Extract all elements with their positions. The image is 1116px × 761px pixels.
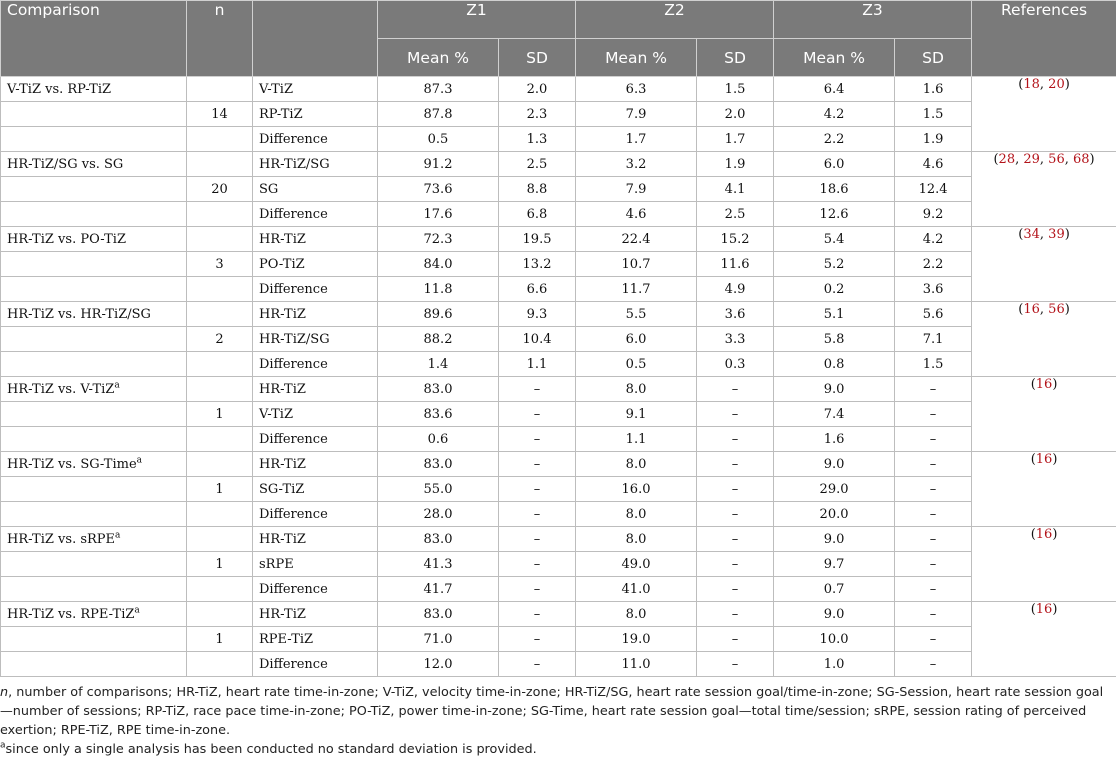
z3-mean-cell: 6.4 <box>774 77 895 102</box>
table-row <box>1 502 1116 527</box>
table-body <box>1 77 1116 677</box>
comparison-label: HR-TiZ vs. V-TiZ <box>7 381 115 397</box>
measure-cell: Difference <box>253 277 378 302</box>
z3-mean-cell: 7.4 <box>774 402 895 427</box>
comparison-label: HR-TiZ vs. sRPE <box>7 531 116 547</box>
measure-cell: RPE-TiZ <box>253 627 378 652</box>
n-cell <box>187 427 253 452</box>
table-row <box>1 577 1116 602</box>
abbreviation-footnote <box>0 683 1112 740</box>
z2-sd-cell: 15.2 <box>697 227 774 252</box>
z1-sd-cell: 19.5 <box>499 227 576 252</box>
z3-sd-cell: – <box>895 527 972 552</box>
z3-mean-cell: 4.2 <box>774 102 895 127</box>
z2-mean-cell: 41.0 <box>576 577 697 602</box>
footnote-a-superscript: a <box>134 605 140 616</box>
z2-sd-cell: – <box>697 602 774 627</box>
z1-mean-cell: 83.0 <box>378 527 499 552</box>
table-row <box>1 352 1116 377</box>
header-z3-sd: SD <box>895 39 972 77</box>
z3-mean-cell: 9.0 <box>774 527 895 552</box>
z2-mean-cell: 8.0 <box>576 377 697 402</box>
measure-cell: HR-TiZ/SG <box>253 152 378 177</box>
header-z1-sd: SD <box>499 39 576 77</box>
header-z3-mean: Mean % <box>774 39 895 77</box>
table-row <box>1 302 1116 327</box>
z2-mean-cell: 6.0 <box>576 327 697 352</box>
z1-sd-cell: – <box>499 602 576 627</box>
n-cell: 20 <box>187 177 253 202</box>
z3-mean-cell: 9.0 <box>774 452 895 477</box>
z1-sd-cell: 8.8 <box>499 177 576 202</box>
table-row <box>1 252 1116 277</box>
z2-mean-cell: 8.0 <box>576 527 697 552</box>
z3-sd-cell: – <box>895 502 972 527</box>
table-row <box>1 377 1116 402</box>
comparison-cell <box>1 202 187 227</box>
references-cell: (16) <box>972 602 1116 677</box>
comparison-cell <box>1 477 187 502</box>
comparison-cell <box>1 277 187 302</box>
z2-sd-cell: – <box>697 427 774 452</box>
table-row <box>1 77 1116 102</box>
n-cell <box>187 452 253 477</box>
comparison-cell <box>1 102 187 127</box>
z2-mean-cell: 11.0 <box>576 652 697 677</box>
measure-cell: SG-TiZ <box>253 477 378 502</box>
z3-sd-cell: 12.4 <box>895 177 972 202</box>
table-row <box>1 177 1116 202</box>
measure-cell: RP-TiZ <box>253 102 378 127</box>
z2-mean-cell: 16.0 <box>576 477 697 502</box>
references-cell: (28, 29, 56, 68) <box>972 152 1116 227</box>
measure-cell: Difference <box>253 202 378 227</box>
z2-sd-cell: – <box>697 452 774 477</box>
z1-sd-cell: 2.5 <box>499 152 576 177</box>
comparison-cell <box>1 402 187 427</box>
z3-mean-cell: 5.8 <box>774 327 895 352</box>
z2-mean-cell: 3.2 <box>576 152 697 177</box>
z2-sd-cell: – <box>697 577 774 602</box>
footnote-a-superscript: a <box>114 380 120 391</box>
z1-mean-cell: 0.6 <box>378 427 499 452</box>
z1-sd-cell: – <box>499 502 576 527</box>
z3-mean-cell: 0.2 <box>774 277 895 302</box>
z1-mean-cell: 41.3 <box>378 552 499 577</box>
z2-sd-cell: 0.3 <box>697 352 774 377</box>
footnote-a-text: since only a single analysis has been conducted no standard deviation is provided. <box>5 742 537 757</box>
z2-mean-cell: 11.7 <box>576 277 697 302</box>
comparison-cell <box>1 77 187 102</box>
z2-mean-cell: 6.3 <box>576 77 697 102</box>
z2-sd-cell: 4.1 <box>697 177 774 202</box>
measure-cell: PO-TiZ <box>253 252 378 277</box>
z3-sd-cell: – <box>895 427 972 452</box>
z1-sd-cell: 10.4 <box>499 327 576 352</box>
table-row <box>1 652 1116 677</box>
z3-mean-cell: 9.7 <box>774 552 895 577</box>
z2-mean-cell: 7.9 <box>576 177 697 202</box>
measure-cell: HR-TiZ <box>253 377 378 402</box>
z1-mean-cell: 89.6 <box>378 302 499 327</box>
comparison-cell <box>1 427 187 452</box>
z1-sd-cell: 6.8 <box>499 202 576 227</box>
table-row <box>1 152 1116 177</box>
reference-link[interactable]: 56 <box>1048 152 1065 167</box>
z2-mean-cell: 4.6 <box>576 202 697 227</box>
z3-mean-cell: 0.7 <box>774 577 895 602</box>
z3-sd-cell: 2.2 <box>895 252 972 277</box>
table-row <box>1 552 1116 577</box>
z2-sd-cell: 1.9 <box>697 152 774 177</box>
z1-mean-cell: 91.2 <box>378 152 499 177</box>
measure-cell: V-TiZ <box>253 77 378 102</box>
references-cell: (16) <box>972 452 1116 527</box>
z2-mean-cell: 22.4 <box>576 227 697 252</box>
z3-sd-cell: 1.6 <box>895 77 972 102</box>
z3-sd-cell: – <box>895 477 972 502</box>
n-cell <box>187 377 253 402</box>
header-n: n <box>187 1 253 77</box>
z3-sd-cell: 1.5 <box>895 102 972 127</box>
comparison-label: HR-TiZ vs. PO-TiZ <box>7 231 126 247</box>
n-cell <box>187 227 253 252</box>
z1-mean-cell: 17.6 <box>378 202 499 227</box>
comparison-label: HR-TiZ/SG vs. SG <box>7 156 124 172</box>
header-references: References <box>972 1 1116 77</box>
n-cell <box>187 77 253 102</box>
z1-mean-cell: 83.0 <box>378 602 499 627</box>
reference-link[interactable]: 39 <box>1048 227 1065 242</box>
reference-link[interactable]: 16 <box>1035 602 1053 617</box>
z1-sd-cell: – <box>499 477 576 502</box>
comparison-cell <box>1 327 187 352</box>
comparison-cell <box>1 527 187 552</box>
footnote-n-symbol: n <box>0 685 9 700</box>
z2-sd-cell: – <box>697 527 774 552</box>
z3-mean-cell: 1.0 <box>774 652 895 677</box>
z1-mean-cell: 1.4 <box>378 352 499 377</box>
z1-sd-cell: 2.0 <box>499 77 576 102</box>
z1-sd-cell: 6.6 <box>499 277 576 302</box>
z3-sd-cell: 1.5 <box>895 352 972 377</box>
z1-mean-cell: 84.0 <box>378 252 499 277</box>
z2-sd-cell: – <box>697 502 774 527</box>
z2-mean-cell: 19.0 <box>576 627 697 652</box>
z1-mean-cell: 72.3 <box>378 227 499 252</box>
z3-sd-cell: 1.9 <box>895 127 972 152</box>
reference-link[interactable]: 34 <box>1023 227 1040 242</box>
n-cell <box>187 527 253 552</box>
z2-sd-cell: 11.6 <box>697 252 774 277</box>
measure-cell: sRPE <box>253 552 378 577</box>
header-z1-mean: Mean % <box>378 39 499 77</box>
n-cell: 1 <box>187 552 253 577</box>
comparison-cell <box>1 352 187 377</box>
reference-link[interactable]: 16 <box>1035 452 1053 467</box>
table-row <box>1 102 1116 127</box>
n-cell: 3 <box>187 252 253 277</box>
z2-sd-cell: – <box>697 552 774 577</box>
z2-mean-cell: 1.7 <box>576 127 697 152</box>
z1-sd-cell: – <box>499 452 576 477</box>
z2-sd-cell: – <box>697 402 774 427</box>
table-row <box>1 427 1116 452</box>
table-row <box>1 402 1116 427</box>
z3-sd-cell: – <box>895 602 972 627</box>
comparison-cell <box>1 177 187 202</box>
z3-mean-cell: 0.8 <box>774 352 895 377</box>
table-row <box>1 602 1116 627</box>
comparison-cell <box>1 452 187 477</box>
z2-mean-cell: 49.0 <box>576 552 697 577</box>
comparison-cell <box>1 502 187 527</box>
reference-link[interactable]: 16 <box>1035 377 1053 392</box>
n-cell: 1 <box>187 477 253 502</box>
references-cell: (34, 39) <box>972 227 1116 302</box>
z2-sd-cell: 2.0 <box>697 102 774 127</box>
z1-sd-cell: 1.3 <box>499 127 576 152</box>
measure-cell: Difference <box>253 352 378 377</box>
reference-link[interactable]: 16 <box>1035 527 1053 542</box>
abbreviation-text: , number of comparisons; HR-TiZ, heart rate time-in-zone; V-TiZ, velocity time-in-zone; HR-TiZ/SG, heart rate session goal/time-in-zone; SG-Session, heart rate session goal—number of sessions; RP-TiZ, race pace time-in-zone; PO-TiZ, power time-in-zone; SG-Time, heart rate session goal—total time/session; sRPE, session rating of perceived exertion; RPE-TiZ, RPE time-in-zone. <box>0 685 1104 738</box>
z1-sd-cell: – <box>499 627 576 652</box>
z3-sd-cell: 4.2 <box>895 227 972 252</box>
comparison-cell <box>1 152 187 177</box>
z3-mean-cell: 18.6 <box>774 177 895 202</box>
header-z2-mean: Mean % <box>576 39 697 77</box>
z3-mean-cell: 9.0 <box>774 377 895 402</box>
z2-mean-cell: 1.1 <box>576 427 697 452</box>
z1-sd-cell: – <box>499 552 576 577</box>
measure-cell: HR-TiZ <box>253 452 378 477</box>
z1-sd-cell: 2.3 <box>499 102 576 127</box>
z3-sd-cell: – <box>895 552 972 577</box>
table-row <box>1 202 1116 227</box>
z2-sd-cell: – <box>697 477 774 502</box>
z1-sd-cell: 9.3 <box>499 302 576 327</box>
table-header <box>1 1 1116 77</box>
superscript-a-footnote <box>0 740 1112 759</box>
z3-sd-cell: 4.6 <box>895 152 972 177</box>
n-cell <box>187 202 253 227</box>
z3-sd-cell: – <box>895 652 972 677</box>
z3-sd-cell: 5.6 <box>895 302 972 327</box>
z1-mean-cell: 83.0 <box>378 377 499 402</box>
comparison-cell <box>1 377 187 402</box>
z2-sd-cell: – <box>697 627 774 652</box>
z2-mean-cell: 10.7 <box>576 252 697 277</box>
z3-sd-cell: 3.6 <box>895 277 972 302</box>
n-cell <box>187 302 253 327</box>
z2-mean-cell: 8.0 <box>576 502 697 527</box>
z3-sd-cell: 7.1 <box>895 327 972 352</box>
comparison-label: V-TiZ vs. RP-TiZ <box>7 81 112 97</box>
reference-link[interactable]: 28 <box>998 152 1016 167</box>
z3-mean-cell: 29.0 <box>774 477 895 502</box>
table-row <box>1 452 1116 477</box>
reference-link[interactable]: 29 <box>1023 152 1040 167</box>
table-row <box>1 277 1116 302</box>
z2-sd-cell: – <box>697 377 774 402</box>
z1-sd-cell: – <box>499 527 576 552</box>
comparison-cell <box>1 627 187 652</box>
comparison-cell <box>1 552 187 577</box>
z3-sd-cell: – <box>895 452 972 477</box>
z2-mean-cell: 7.9 <box>576 102 697 127</box>
comparison-cell <box>1 127 187 152</box>
comparison-label: HR-TiZ vs. HR-TiZ/SG <box>7 306 151 322</box>
measure-cell: Difference <box>253 127 378 152</box>
header-z2-sd: SD <box>697 39 774 77</box>
comparison-label: HR-TiZ vs. SG-Time <box>7 456 137 472</box>
z1-sd-cell: 13.2 <box>499 252 576 277</box>
z3-mean-cell: 5.1 <box>774 302 895 327</box>
reference-link[interactable]: 18 <box>1023 77 1040 92</box>
z1-mean-cell: 73.6 <box>378 177 499 202</box>
table-row <box>1 327 1116 352</box>
measure-cell: V-TiZ <box>253 402 378 427</box>
z3-sd-cell: – <box>895 577 972 602</box>
reference-link[interactable]: 68 <box>1072 152 1090 167</box>
z1-mean-cell: 28.0 <box>378 502 499 527</box>
footnote-a-superscript: a <box>136 455 143 466</box>
z1-mean-cell: 87.8 <box>378 102 499 127</box>
references-cell: (16, 56) <box>972 302 1116 377</box>
z1-sd-cell: 1.1 <box>499 352 576 377</box>
footnote-a-mark: a <box>0 740 6 751</box>
n-cell: 14 <box>187 102 253 127</box>
z3-mean-cell: 1.6 <box>774 427 895 452</box>
measure-cell: HR-TiZ <box>253 227 378 252</box>
z2-sd-cell: 3.3 <box>697 327 774 352</box>
z1-mean-cell: 12.0 <box>378 652 499 677</box>
z2-sd-cell: 4.9 <box>697 277 774 302</box>
z1-mean-cell: 87.3 <box>378 77 499 102</box>
z1-mean-cell: 83.0 <box>378 452 499 477</box>
z3-sd-cell: – <box>895 627 972 652</box>
z2-mean-cell: 8.0 <box>576 602 697 627</box>
n-cell <box>187 602 253 627</box>
z3-mean-cell: 20.0 <box>774 502 895 527</box>
z3-sd-cell: 9.2 <box>895 202 972 227</box>
measure-cell: HR-TiZ <box>253 527 378 552</box>
table-row <box>1 227 1116 252</box>
z2-sd-cell: – <box>697 652 774 677</box>
measure-cell: HR-TiZ/SG <box>253 327 378 352</box>
z1-mean-cell: 0.5 <box>378 127 499 152</box>
z2-mean-cell: 5.5 <box>576 302 697 327</box>
references-cell: (16) <box>972 377 1116 452</box>
z3-sd-cell: – <box>895 377 972 402</box>
z1-mean-cell: 71.0 <box>378 627 499 652</box>
comparison-label: HR-TiZ vs. RPE-TiZ <box>7 606 135 622</box>
measure-cell: Difference <box>253 502 378 527</box>
z1-mean-cell: 11.8 <box>378 277 499 302</box>
n-cell: 2 <box>187 327 253 352</box>
header-z3: Z3 <box>774 1 972 39</box>
comparison-cell <box>1 652 187 677</box>
n-cell <box>187 352 253 377</box>
n-cell: 1 <box>187 627 253 652</box>
n-cell <box>187 652 253 677</box>
header-comparison: Comparison <box>1 1 187 77</box>
comparison-cell <box>1 252 187 277</box>
z3-sd-cell: – <box>895 402 972 427</box>
n-cell <box>187 277 253 302</box>
measure-cell: Difference <box>253 652 378 677</box>
n-cell <box>187 502 253 527</box>
z2-sd-cell: 2.5 <box>697 202 774 227</box>
z3-mean-cell: 10.0 <box>774 627 895 652</box>
z1-sd-cell: – <box>499 377 576 402</box>
reference-link[interactable]: 20 <box>1048 77 1065 92</box>
z2-mean-cell: 0.5 <box>576 352 697 377</box>
references-cell: (18, 20) <box>972 77 1116 152</box>
comparison-cell <box>1 577 187 602</box>
n-cell <box>187 152 253 177</box>
table-row <box>1 127 1116 152</box>
comparison-cell <box>1 302 187 327</box>
n-cell <box>187 577 253 602</box>
z1-mean-cell: 88.2 <box>378 327 499 352</box>
header-z1: Z1 <box>378 1 576 39</box>
reference-link[interactable]: 16 <box>1023 302 1040 317</box>
table-row <box>1 527 1116 552</box>
z1-mean-cell: 55.0 <box>378 477 499 502</box>
references-cell: (16) <box>972 527 1116 602</box>
header-z2: Z2 <box>576 1 774 39</box>
footnote-a-superscript: a <box>115 530 121 541</box>
table-footnotes <box>0 683 1112 759</box>
table-row <box>1 627 1116 652</box>
z1-mean-cell: 83.6 <box>378 402 499 427</box>
z3-mean-cell: 12.6 <box>774 202 895 227</box>
header-measure <box>253 1 378 77</box>
n-cell <box>187 127 253 152</box>
z1-sd-cell: – <box>499 402 576 427</box>
z3-mean-cell: 5.2 <box>774 252 895 277</box>
z3-mean-cell: 2.2 <box>774 127 895 152</box>
measure-cell: Difference <box>253 427 378 452</box>
measure-cell: SG <box>253 177 378 202</box>
measure-cell: HR-TiZ <box>253 602 378 627</box>
z2-sd-cell: 1.5 <box>697 77 774 102</box>
z1-sd-cell: – <box>499 652 576 677</box>
comparison-cell <box>1 227 187 252</box>
z3-mean-cell: 5.4 <box>774 227 895 252</box>
z2-sd-cell: 3.6 <box>697 302 774 327</box>
z2-mean-cell: 8.0 <box>576 452 697 477</box>
z1-sd-cell: – <box>499 577 576 602</box>
measure-cell: HR-TiZ <box>253 302 378 327</box>
z2-mean-cell: 9.1 <box>576 402 697 427</box>
z1-sd-cell: – <box>499 427 576 452</box>
n-cell: 1 <box>187 402 253 427</box>
reference-link[interactable]: 56 <box>1048 302 1065 317</box>
comparison-cell <box>1 602 187 627</box>
z2-sd-cell: 1.7 <box>697 127 774 152</box>
measure-cell: Difference <box>253 577 378 602</box>
z3-mean-cell: 6.0 <box>774 152 895 177</box>
table-row <box>1 477 1116 502</box>
z1-mean-cell: 41.7 <box>378 577 499 602</box>
z3-mean-cell: 9.0 <box>774 602 895 627</box>
